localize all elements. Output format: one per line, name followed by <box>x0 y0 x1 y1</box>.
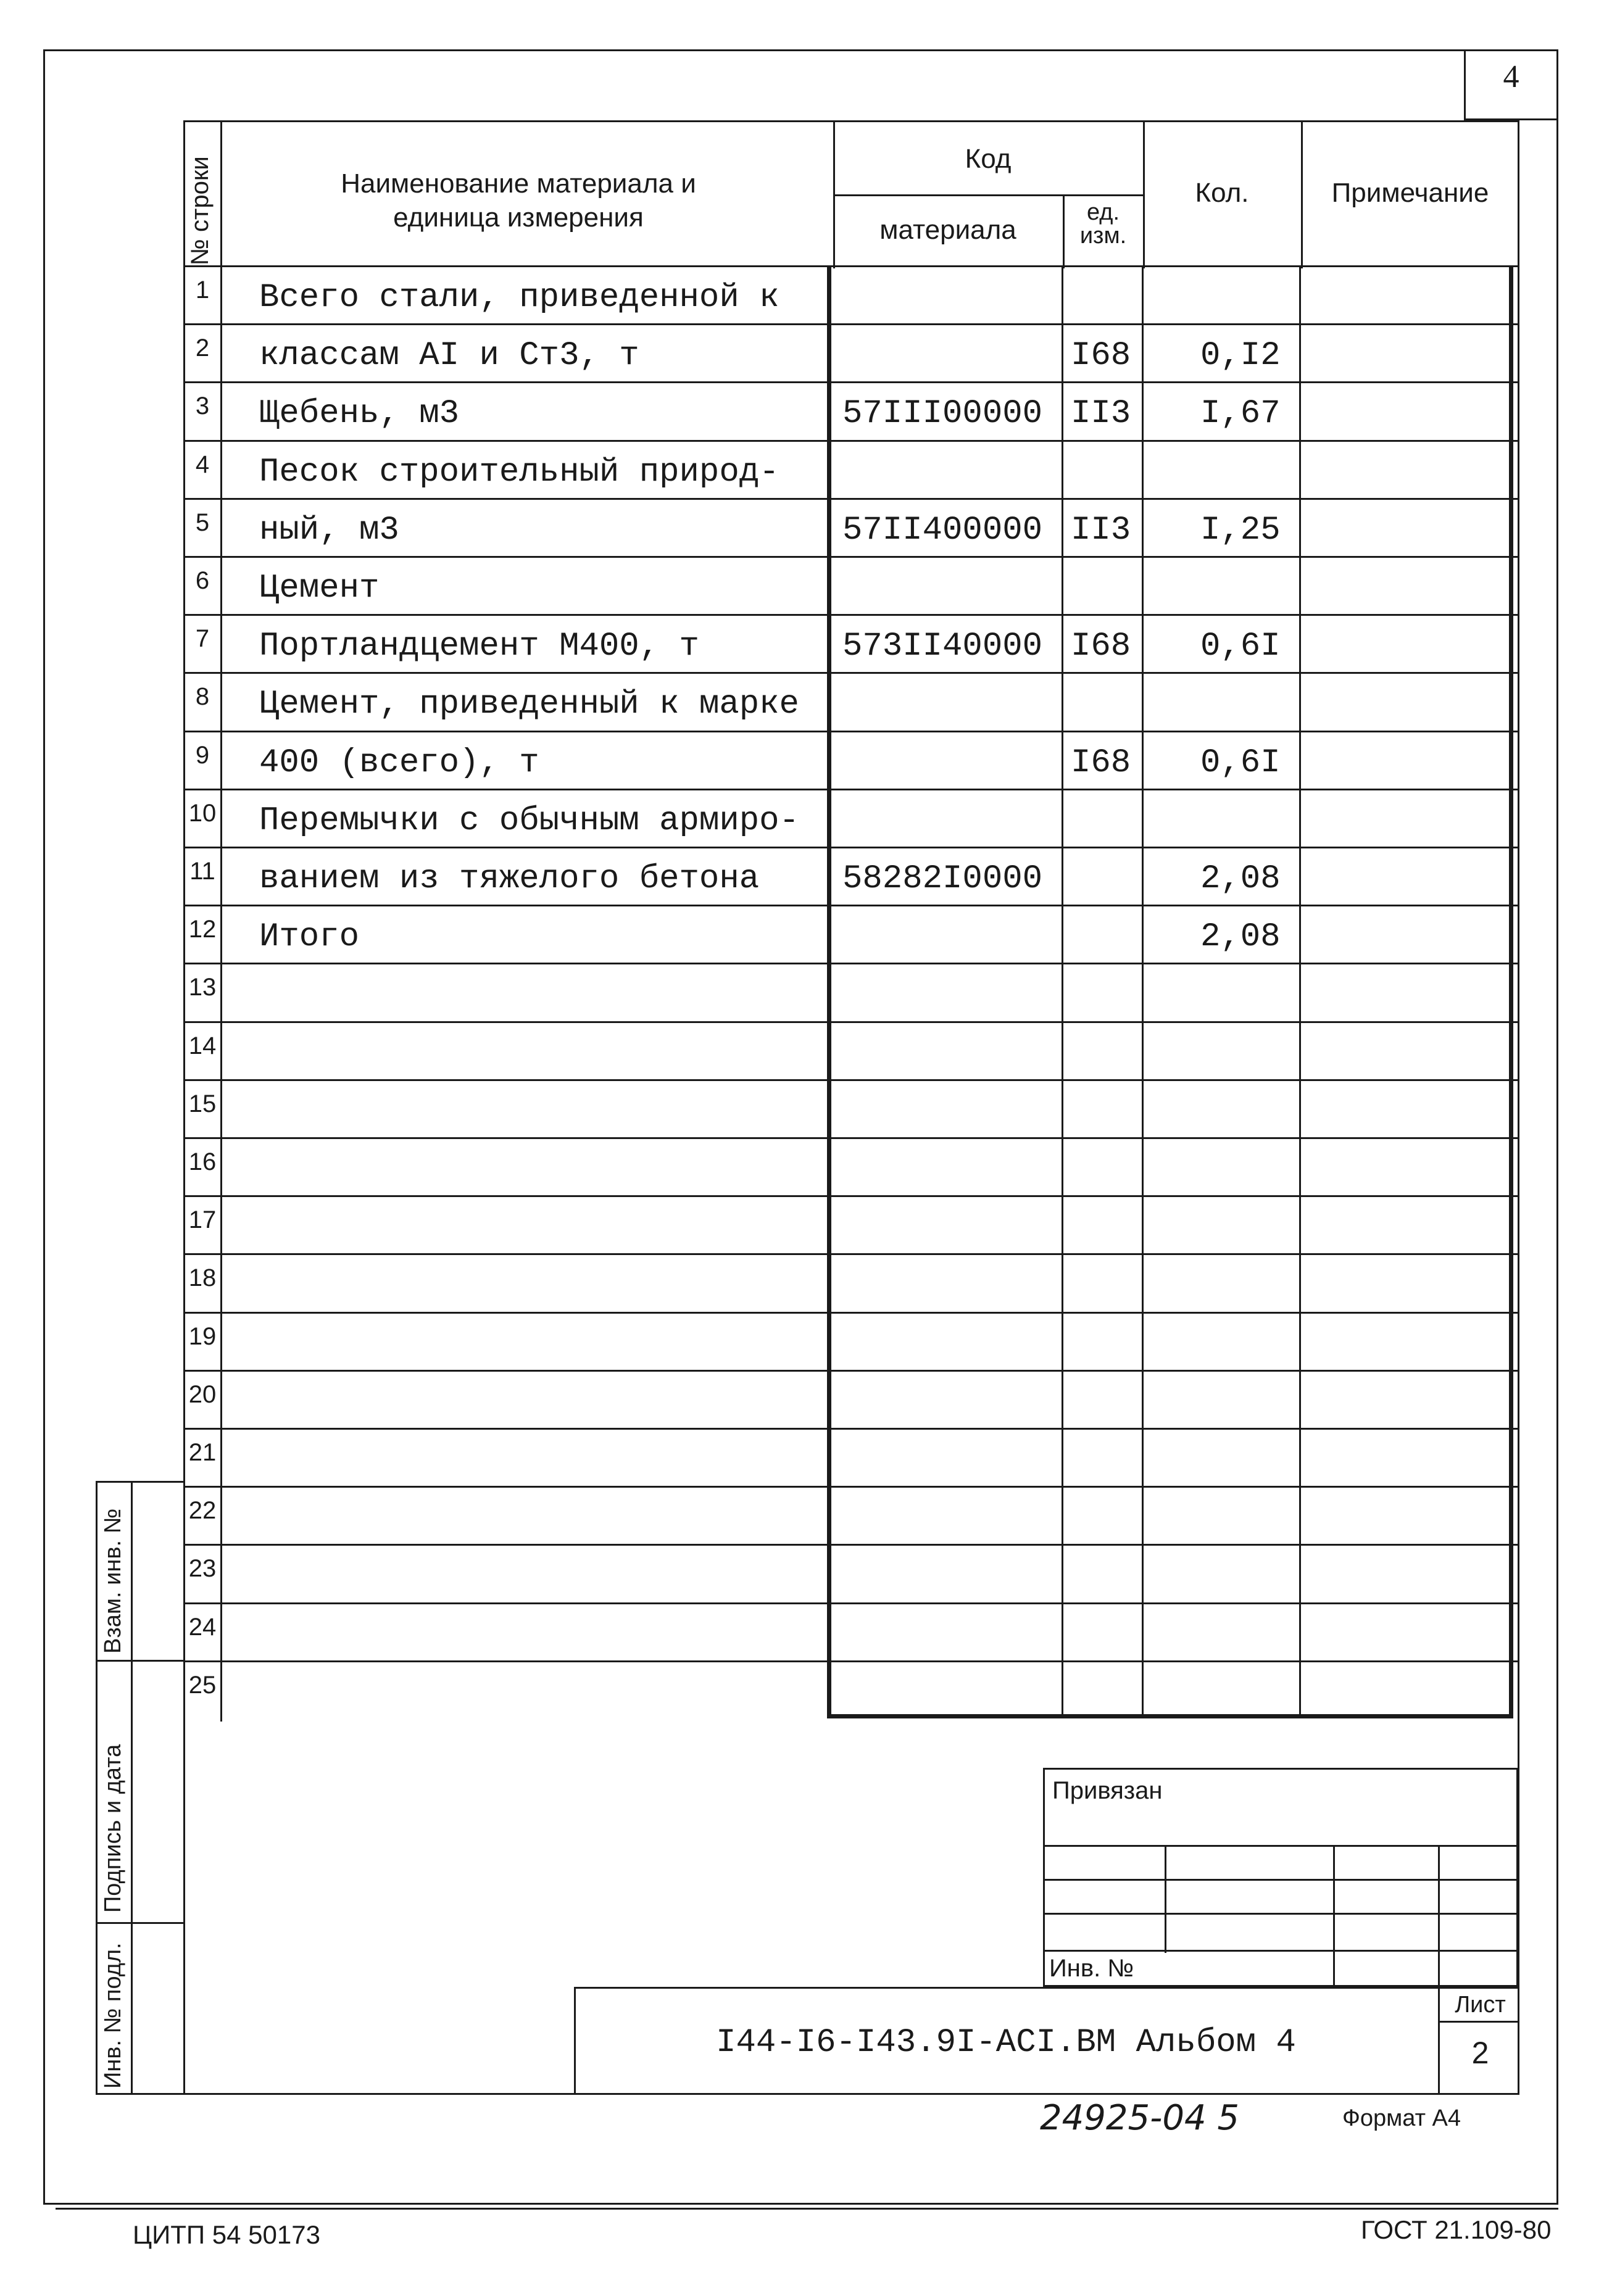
row-material-code: 57II400000 <box>842 511 1043 549</box>
sheet-number: 2 <box>1471 2036 1489 2070</box>
row-divider <box>183 672 1519 674</box>
row-quantity: 2,08 <box>1200 918 1281 956</box>
privyazan-col-3 <box>1438 1845 1440 1990</box>
grid-bottom <box>827 1714 1513 1718</box>
side-stamp-divider <box>131 1481 133 2095</box>
row-divider <box>183 1486 1519 1488</box>
row-number: 2 <box>195 334 210 362</box>
row-divider <box>183 1253 1519 1255</box>
row-divider <box>183 1544 1519 1546</box>
row-name: Перемычки с обычным армиро- <box>259 802 799 840</box>
row-name: ный, м3 <box>259 511 399 549</box>
row-quantity: 2,08 <box>1200 860 1281 898</box>
privyazan-line-3 <box>1043 1913 1518 1915</box>
row-divider <box>183 905 1519 906</box>
row-number: 8 <box>195 683 210 711</box>
sheet-label: Лист <box>1455 1992 1506 2018</box>
row-divider <box>183 789 1519 790</box>
row-number: 23 <box>188 1555 217 1583</box>
row-name: Щебень, м3 <box>259 395 460 433</box>
row-material-code: 573II40000 <box>842 628 1043 666</box>
row-material-code: 57III00000 <box>842 395 1043 433</box>
handwritten-number: 24925-04 5 <box>1040 2098 1240 2138</box>
row-quantity: I,67 <box>1200 395 1281 433</box>
row-name: Песок строительный природ- <box>259 453 779 491</box>
row-number: 24 <box>188 1613 217 1641</box>
row-number: 20 <box>188 1380 217 1408</box>
footer-left: ЦИТП 54 50173 <box>133 2220 320 2249</box>
row-quantity: 0,6I <box>1200 628 1281 666</box>
grid-qty-right <box>1299 265 1301 1715</box>
row-name: Итого <box>259 918 360 956</box>
code-sub-line <box>833 194 1143 196</box>
row-number: 7 <box>195 625 210 653</box>
row-divider <box>183 1428 1519 1430</box>
side-stamp-line-2 <box>96 1922 185 1924</box>
row-number: 25 <box>188 1671 217 1699</box>
row-divider <box>183 1660 1519 1662</box>
row-divider <box>183 440 1519 442</box>
row-unit-code: I68 <box>1071 337 1131 375</box>
privyazan-col-1 <box>1165 1845 1166 1953</box>
header-row-no: № строки <box>186 156 214 265</box>
corner-number: 4 <box>1503 59 1519 94</box>
row-number: 10 <box>188 799 217 827</box>
row-unit-code: II3 <box>1071 395 1131 433</box>
side-inv-podl: Инв. № подл. <box>100 1942 126 2089</box>
row-divider <box>183 1021 1519 1023</box>
grid-unit-left <box>1062 265 1063 1715</box>
row-divider <box>183 1137 1519 1139</box>
row-name: Цемент, приведенный к марке <box>259 686 799 724</box>
row-divider <box>183 556 1519 558</box>
header-name: Наименование материала и единица измерения <box>341 168 696 233</box>
row-quantity: I,25 <box>1200 511 1281 549</box>
row-quantity: 0,I2 <box>1200 337 1281 375</box>
row-number: 3 <box>195 392 210 420</box>
row-divider <box>183 614 1519 616</box>
row-unit-code: I68 <box>1071 628 1131 666</box>
row-unit-code: II3 <box>1071 511 1131 549</box>
row-number: 12 <box>188 916 217 943</box>
sheet-label-line <box>1438 2021 1519 2023</box>
row-number: 1 <box>195 276 210 304</box>
row-number: 14 <box>188 1032 217 1059</box>
grid-left <box>827 265 831 1718</box>
row-name: Портландцемент М400, т <box>259 628 699 666</box>
row-name: ванием из тяжелого бетона <box>259 860 760 898</box>
row-number: 13 <box>188 974 217 1001</box>
row-number: 16 <box>188 1148 217 1175</box>
row-number: 4 <box>195 450 210 478</box>
header-code-material: материала <box>879 215 1016 245</box>
side-podpis: Подпись и дата <box>100 1744 126 1913</box>
row-name: Всего стали, приведенной к <box>259 279 779 317</box>
row-name: классам AI и Ст3, т <box>259 337 639 375</box>
header-qty: Кол. <box>1195 178 1249 208</box>
privyazan-line-1 <box>1043 1845 1518 1847</box>
row-divider <box>183 1602 1519 1604</box>
inv-no-label: Инв. № <box>1049 1955 1134 1982</box>
row-divider <box>183 1195 1519 1197</box>
footer-right: ГОСТ 21.109-80 <box>1361 2215 1552 2244</box>
row-number: 6 <box>195 567 210 594</box>
row-divider <box>183 731 1519 732</box>
row-material-code: 58282I0000 <box>842 860 1043 898</box>
sheet-col-divider <box>1438 1987 1440 2095</box>
header-note: Примечание <box>1331 178 1489 208</box>
side-vzam: Взам. инв. № <box>100 1508 126 1654</box>
privyazan-label: Привязан <box>1052 1777 1163 1804</box>
privyazan-col-2 <box>1333 1845 1335 1987</box>
row-name: 400 (всего), т <box>259 744 539 782</box>
grid-right <box>1509 265 1513 1718</box>
row-number: 17 <box>188 1206 217 1234</box>
row-number: 9 <box>195 741 210 769</box>
format-label: Формат А4 <box>1342 2105 1461 2131</box>
row-number: 21 <box>188 1439 217 1466</box>
row-number: 11 <box>189 858 215 885</box>
footer-rule <box>56 2208 1558 2210</box>
row-divider <box>183 381 1519 383</box>
row-number: 22 <box>188 1497 217 1525</box>
header-code-unit: ед. изм. <box>1079 199 1127 249</box>
grid-unit-right <box>1142 265 1144 1715</box>
col-line-code <box>1063 194 1065 268</box>
privyazan-line-2 <box>1043 1879 1518 1881</box>
row-quantity: 0,6I <box>1200 744 1281 782</box>
row-divider <box>183 498 1519 500</box>
row-divider <box>183 1370 1519 1372</box>
row-divider <box>183 963 1519 964</box>
row-number: 5 <box>195 508 210 536</box>
designation: I44-I6-I43.9I-ACI.BM Альбом 4 <box>716 2024 1296 2062</box>
row-divider <box>183 847 1519 848</box>
row-number: 19 <box>188 1322 217 1350</box>
row-divider <box>183 1312 1519 1314</box>
col-line-num <box>220 120 222 1722</box>
row-number: 18 <box>188 1264 217 1292</box>
privyazan-line-4 <box>1043 1950 1518 1952</box>
row-divider <box>183 323 1519 325</box>
header-code: Код <box>965 144 1012 174</box>
header-bottom-line <box>183 265 1519 267</box>
row-number: 15 <box>188 1090 217 1117</box>
row-divider <box>183 1079 1519 1081</box>
side-stamp-line-1 <box>96 1660 185 1662</box>
row-unit-code: I68 <box>1071 744 1131 782</box>
row-name: Цемент <box>259 570 380 607</box>
